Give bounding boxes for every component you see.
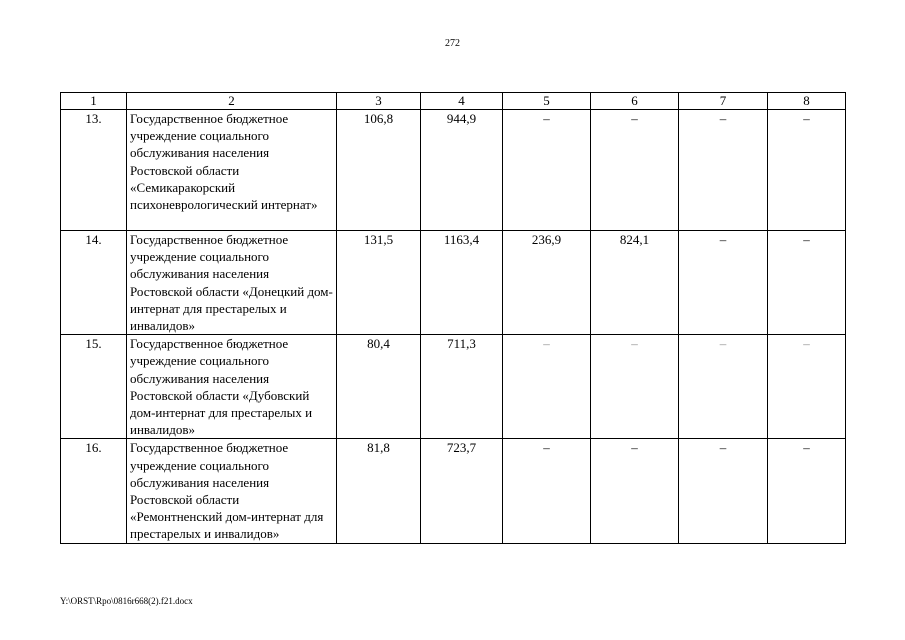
value-col-4: 944,9: [421, 110, 503, 231]
column-header: 6: [591, 93, 679, 110]
value-col-3: 131,5: [337, 231, 421, 335]
column-header: 1: [61, 93, 127, 110]
data-table: [60, 92, 846, 544]
value-col-4: 723,7: [421, 439, 503, 543]
value-col-5: –: [503, 110, 591, 231]
value-col-7: –: [679, 439, 768, 543]
value-col-6: 824,1: [591, 231, 679, 335]
institution-name: Государственное бюджетное учреждение социального обслуживания населения Ростовской области «Ремонтненский дом-интернат для престарелых и инвалидов»: [127, 439, 337, 543]
table-header-row: [61, 93, 846, 110]
column-header: 8: [768, 93, 846, 110]
value-col-6: –: [591, 335, 679, 439]
document-path: Y:\ORST\Rpo\0816r668(2).f21.docx: [60, 596, 193, 606]
row-number: 13.: [61, 110, 127, 231]
value-col-5: –: [503, 439, 591, 543]
value-col-3: 106,8: [337, 110, 421, 231]
value-col-8: –: [768, 231, 846, 335]
value-col-3: 80,4: [337, 335, 421, 439]
column-header: 4: [421, 93, 503, 110]
value-col-5: 236,9: [503, 231, 591, 335]
value-col-5: –: [503, 335, 591, 439]
page-number: 272: [445, 38, 460, 49]
value-col-7: –: [679, 335, 768, 439]
column-header: 3: [337, 93, 421, 110]
institution-name: Государственное бюджетное учреждение социального обслуживания населения Ростовской области «Донецкий дом-интернат для престарелых и инвалидов»: [127, 231, 337, 335]
institution-name: Государственное бюджетное учреждение социального обслуживания населения Ростовской области «Дубовский дом-интернат для престарелых и инвалидов»: [127, 335, 337, 439]
table-row: [61, 231, 846, 335]
column-header: 5: [503, 93, 591, 110]
value-col-4: 1163,4: [421, 231, 503, 335]
value-col-6: –: [591, 439, 679, 543]
column-header: 7: [679, 93, 768, 110]
table-row: [61, 439, 846, 543]
table-row: [61, 110, 846, 231]
value-col-8: –: [768, 439, 846, 543]
row-number: 14.: [61, 231, 127, 335]
value-col-3: 81,8: [337, 439, 421, 543]
row-number: 15.: [61, 335, 127, 439]
table-row: [61, 335, 846, 439]
value-col-6: –: [591, 110, 679, 231]
value-col-4: 711,3: [421, 335, 503, 439]
institution-name: Государственное бюджетное учреждение социального обслуживания населения Ростовской области «Семикаракорский психоневрологический интернат»: [127, 110, 337, 231]
column-header: 2: [127, 93, 337, 110]
value-col-8: –: [768, 110, 846, 231]
value-col-7: –: [679, 231, 768, 335]
value-col-8: –: [768, 335, 846, 439]
value-col-7: –: [679, 110, 768, 231]
row-number: 16.: [61, 439, 127, 543]
